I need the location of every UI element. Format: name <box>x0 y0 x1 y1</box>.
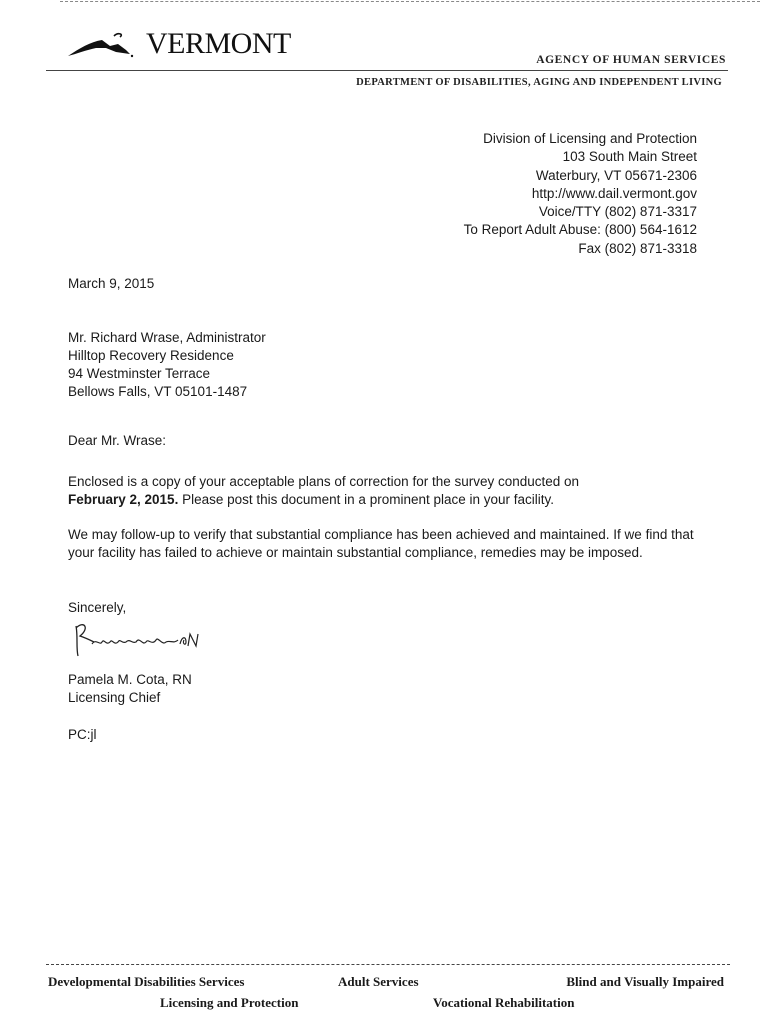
fax-line: Fax (802) 871-3318 <box>578 240 697 256</box>
survey-date: February 2, 2015. <box>68 492 179 507</box>
vermont-logo-icon <box>66 28 146 60</box>
footer-blind-visually-impaired: Blind and Visually Impaired <box>566 974 724 989</box>
footer-licensing-protection: Licensing and Protection <box>160 995 299 1010</box>
recipient-street: 94 Westminster Terrace <box>68 366 211 381</box>
signer-title: Licensing Chief <box>68 690 161 705</box>
paragraph-compliance: We may follow-up to verify that substantial compliance has been achieved and maintained. If we find that your facility has failed to achieve or maintain substantial compliance, remedies may be imposed. <box>68 527 694 560</box>
recipient-address <box>68 329 266 401</box>
paragraph-enclosure <box>68 473 708 509</box>
handwritten-signature <box>70 618 220 662</box>
typist-initials: PC:jl <box>68 727 97 742</box>
recipient-facility: Hilltop Recovery Residence <box>68 348 234 363</box>
agency-name: AGENCY OF HUMAN SERVICES <box>536 54 726 66</box>
letter-date: March 9, 2015 <box>68 276 155 291</box>
return-address <box>464 130 697 258</box>
header-divider <box>46 70 728 71</box>
signer-block <box>68 671 192 707</box>
division-line: Division of Licensing and Protection <box>483 131 697 146</box>
top-edge-line <box>60 1 760 2</box>
footer-divider <box>46 964 730 965</box>
footer-adult-services: Adult Services <box>338 974 419 989</box>
footer-dev-disabilities: Developmental Disabilities Services <box>48 974 245 989</box>
abuse-report-line: To Report Adult Abuse: (800) 564-1612 <box>463 222 697 238</box>
para1-text-cont: Please post this document in a prominent place in your facility. <box>178 492 555 507</box>
voice-tty-line: Voice/TTY (802) 871-3317 <box>538 204 697 220</box>
salutation: Dear Mr. Wrase: <box>68 433 167 448</box>
para1-text: Enclosed is a copy of your acceptable plans of correction for the survey conducted on <box>68 474 580 489</box>
street-line: 103 South Main Street <box>562 149 697 165</box>
department-name: DEPARTMENT OF DISABILITIES, AGING AND INDEPENDENT LIVING <box>356 77 722 88</box>
recipient-name: Mr. Richard Wrase, Administrator <box>68 330 266 345</box>
closing: Sincerely, <box>68 600 127 615</box>
signer-name: Pamela M. Cota, RN <box>68 672 192 687</box>
recipient-city: Bellows Falls, VT 05101-1487 <box>68 384 248 399</box>
state-name: VERMONT <box>146 27 291 60</box>
footer-vocational-rehab: Vocational Rehabilitation <box>433 995 575 1010</box>
website-link[interactable]: http://www.dail.vermont.gov <box>531 185 697 201</box>
city-line: Waterbury, VT 05671-2306 <box>535 167 697 183</box>
